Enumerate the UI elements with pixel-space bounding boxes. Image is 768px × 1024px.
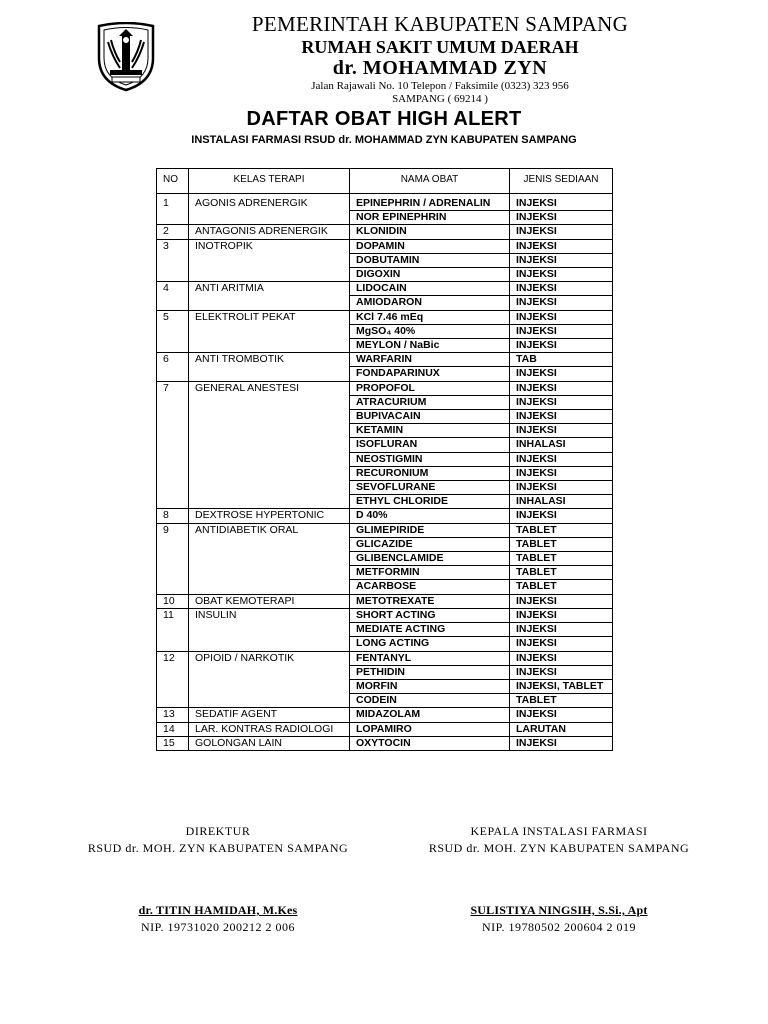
cell-nama-obat: ACARBOSE [350, 580, 510, 594]
cell-no: 11 [157, 608, 189, 651]
cell-jenis-sediaan: INJEKSI [510, 736, 613, 750]
table-row [157, 194, 613, 211]
cell-jenis-sediaan: INJEKSI [510, 481, 613, 495]
cell-no: 10 [157, 594, 189, 608]
cell-jenis-sediaan: INJEKSI [510, 608, 613, 622]
table-body [157, 194, 613, 751]
cell-kelas-terapi: ANTI TROMBOTIK [189, 353, 350, 381]
table-row [157, 523, 613, 537]
cell-nama-obat: BUPIVACAIN [350, 410, 510, 424]
cell-nama-obat: DIGOXIN [350, 268, 510, 282]
signature-role: DIREKTUR [185, 824, 251, 838]
cell-jenis-sediaan: INJEKSI [510, 268, 613, 282]
col-header-no: NO [157, 169, 189, 194]
cell-nama-obat: DOBUTAMIN [350, 253, 510, 267]
cell-jenis-sediaan: INJEKSI [510, 225, 613, 239]
cell-jenis-sediaan: INJEKSI [510, 211, 613, 225]
cell-jenis-sediaan: INJEKSI [510, 194, 613, 211]
cell-jenis-sediaan: TAB [510, 353, 613, 367]
cell-nama-obat: MORFIN [350, 679, 510, 693]
cell-jenis-sediaan: TABLET [510, 523, 613, 537]
table-row [157, 282, 613, 296]
cell-nama-obat: ATRACURIUM [350, 395, 510, 409]
table-row [157, 509, 613, 523]
cell-jenis-sediaan: INJEKSI [510, 239, 613, 253]
table-header-row [157, 169, 613, 194]
hospital-city: SAMPANG ( 69214 ) [392, 93, 488, 105]
cell-jenis-sediaan: TABLET [510, 566, 613, 580]
cell-jenis-sediaan: TABLET [510, 537, 613, 551]
cell-no: 2 [157, 225, 189, 239]
cell-nama-obat: KCl 7.46 mEq [350, 310, 510, 324]
cell-kelas-terapi: DEXTROSE HYPERTONIC [189, 509, 350, 523]
cell-nama-obat: LIDOCAIN [350, 282, 510, 296]
cell-no: 5 [157, 310, 189, 353]
cell-kelas-terapi: SEDATIF AGENT [189, 708, 350, 722]
cell-nama-obat: D 40% [350, 509, 510, 523]
cell-kelas-terapi: LAR. KONTRAS RADIOLOGI [189, 722, 350, 736]
cell-nama-obat: LOPAMIRO [350, 722, 510, 736]
cell-jenis-sediaan: TABLET [510, 580, 613, 594]
kabupaten-crest-logo [94, 22, 158, 92]
cell-nama-obat: GLIMEPIRIDE [350, 523, 510, 537]
table-row [157, 608, 613, 622]
cell-nama-obat: LONG ACTING [350, 637, 510, 651]
col-header-jenis-sediaan: JENIS SEDIAAN [510, 169, 613, 194]
cell-kelas-terapi: GOLONGAN LAIN [189, 736, 350, 750]
cell-kelas-terapi: ANTI ARITMIA [189, 282, 350, 310]
cell-kelas-terapi: INOTROPIK [189, 239, 350, 282]
high-alert-drug-table [156, 168, 613, 751]
signature-nip: NIP. 19780502 200604 2 019 [481, 920, 636, 934]
cell-nama-obat: AMIODARON [350, 296, 510, 310]
col-header-kelas-terapi: KELAS TERAPI [189, 169, 350, 194]
hospital-name: dr. MOHAMMAD ZYN [332, 57, 548, 79]
cell-jenis-sediaan: INJEKSI [510, 339, 613, 353]
cell-nama-obat: METOTREXATE [350, 594, 510, 608]
cell-jenis-sediaan: INJEKSI [510, 623, 613, 637]
cell-no: 15 [157, 736, 189, 750]
cell-jenis-sediaan: INJEKSI [510, 452, 613, 466]
cell-no: 13 [157, 708, 189, 722]
cell-nama-obat: OXYTOCIN [350, 736, 510, 750]
signature-org: RSUD dr. MOH. ZYN KABUPATEN SAMPANG [428, 841, 690, 855]
cell-no: 4 [157, 282, 189, 310]
cell-nama-obat: KLONIDIN [350, 225, 510, 239]
cell-kelas-terapi: ANTIDIABETIK ORAL [189, 523, 350, 594]
signature-block-pharmacy-head [389, 823, 729, 936]
table-row [157, 310, 613, 324]
cell-jenis-sediaan: INJEKSI [510, 253, 613, 267]
cell-nama-obat: ETHYL CHLORIDE [350, 495, 510, 509]
cell-nama-obat: GLIBENCLAMIDE [350, 552, 510, 566]
cell-jenis-sediaan: INJEKSI [510, 282, 613, 296]
cell-no: 1 [157, 194, 189, 225]
cell-jenis-sediaan: INJEKSI [510, 509, 613, 523]
cell-no: 8 [157, 509, 189, 523]
cell-nama-obat: MEYLON / NaBic [350, 339, 510, 353]
cell-jenis-sediaan: INJEKSI [510, 310, 613, 324]
cell-nama-obat: DOPAMIN [350, 239, 510, 253]
cell-kelas-terapi: AGONIS ADRENERGIK [189, 194, 350, 225]
signature-block-director [48, 823, 388, 936]
cell-kelas-terapi: GENERAL ANESTESI [189, 381, 350, 509]
cell-nama-obat: SHORT ACTING [350, 608, 510, 622]
signature-role: KEPALA INSTALASI FARMASI [470, 824, 648, 838]
table-row [157, 353, 613, 367]
table-row [157, 239, 613, 253]
col-header-nama-obat: NAMA OBAT [350, 169, 510, 194]
cell-nama-obat: SEVOFLURANE [350, 481, 510, 495]
signature-name: dr. TITIN HAMIDAH, M.Kes [138, 903, 298, 917]
cell-jenis-sediaan: INJEKSI [510, 296, 613, 310]
table-row [157, 225, 613, 239]
cell-jenis-sediaan: TABLET [510, 694, 613, 708]
cell-jenis-sediaan: INJEKSI [510, 665, 613, 679]
cell-jenis-sediaan: INHALASI [510, 495, 613, 509]
cell-kelas-terapi: OBAT KEMOTERAPI [189, 594, 350, 608]
cell-jenis-sediaan: INHALASI [510, 438, 613, 452]
document-subtitle: INSTALASI FARMASI RSUD dr. MOHAMMAD ZYN KABUPATEN SAMPANG [191, 134, 577, 146]
cell-jenis-sediaan: INJEKSI, TABLET [510, 679, 613, 693]
cell-kelas-terapi: OPIOID / NARKOTIK [189, 651, 350, 708]
cell-no: 6 [157, 353, 189, 381]
table-row [157, 594, 613, 608]
cell-nama-obat: CODEIN [350, 694, 510, 708]
table-row [157, 651, 613, 665]
cell-kelas-terapi: INSULIN [189, 608, 350, 651]
cell-jenis-sediaan: INJEKSI [510, 651, 613, 665]
cell-kelas-terapi: ANTAGONIS ADRENERGIK [189, 225, 350, 239]
cell-no: 9 [157, 523, 189, 594]
cell-no: 12 [157, 651, 189, 708]
cell-nama-obat: MgSO₄ 40% [350, 324, 510, 338]
cell-nama-obat: NOR EPINEPHRIN [350, 211, 510, 225]
cell-jenis-sediaan: INJEKSI [510, 367, 613, 381]
cell-nama-obat: KETAMIN [350, 424, 510, 438]
cell-no: 14 [157, 722, 189, 736]
cell-nama-obat: MEDIATE ACTING [350, 623, 510, 637]
cell-nama-obat: WARFARIN [350, 353, 510, 367]
signature-org: RSUD dr. MOH. ZYN KABUPATEN SAMPANG [87, 841, 349, 855]
hospital-address: Jalan Rajawali No. 10 Telepon / Faksimile (0323) 323 956 [311, 80, 569, 92]
government-heading: PEMERINTAH KABUPATEN SAMPANG [251, 12, 629, 36]
cell-jenis-sediaan: INJEKSI [510, 395, 613, 409]
table-row [157, 708, 613, 722]
table-row [157, 736, 613, 750]
document-title: DAFTAR OBAT HIGH ALERT [246, 108, 522, 130]
cell-no: 3 [157, 239, 189, 282]
cell-nama-obat: RECURONIUM [350, 466, 510, 480]
cell-nama-obat: GLICAZIDE [350, 537, 510, 551]
cell-jenis-sediaan: INJEKSI [510, 466, 613, 480]
cell-nama-obat: PROPOFOL [350, 381, 510, 395]
cell-nama-obat: FONDAPARINUX [350, 367, 510, 381]
cell-jenis-sediaan: LARUTAN [510, 722, 613, 736]
cell-nama-obat: PETHIDIN [350, 665, 510, 679]
cell-jenis-sediaan: INJEKSI [510, 324, 613, 338]
cell-jenis-sediaan: INJEKSI [510, 410, 613, 424]
cell-nama-obat: EPINEPHRIN / ADRENALIN [350, 194, 510, 211]
cell-jenis-sediaan: INJEKSI [510, 594, 613, 608]
hospital-heading: RUMAH SAKIT UMUM DAERAH [301, 37, 579, 57]
cell-jenis-sediaan: TABLET [510, 552, 613, 566]
table-row [157, 381, 613, 395]
cell-jenis-sediaan: INJEKSI [510, 637, 613, 651]
cell-nama-obat: MIDAZOLAM [350, 708, 510, 722]
signature-nip: NIP. 19731020 200212 2 006 [140, 920, 295, 934]
cell-nama-obat: FENTANYL [350, 651, 510, 665]
cell-jenis-sediaan: INJEKSI [510, 708, 613, 722]
cell-no: 7 [157, 381, 189, 509]
cell-nama-obat: NEOSTIGMIN [350, 452, 510, 466]
table-row [157, 722, 613, 736]
cell-nama-obat: METFORMIN [350, 566, 510, 580]
cell-jenis-sediaan: INJEKSI [510, 381, 613, 395]
signature-name: SULISTIYA NINGSIH, S.Si., Apt [470, 903, 648, 917]
cell-nama-obat: ISOFLURAN [350, 438, 510, 452]
cell-kelas-terapi: ELEKTROLIT PEKAT [189, 310, 350, 353]
cell-jenis-sediaan: INJEKSI [510, 424, 613, 438]
